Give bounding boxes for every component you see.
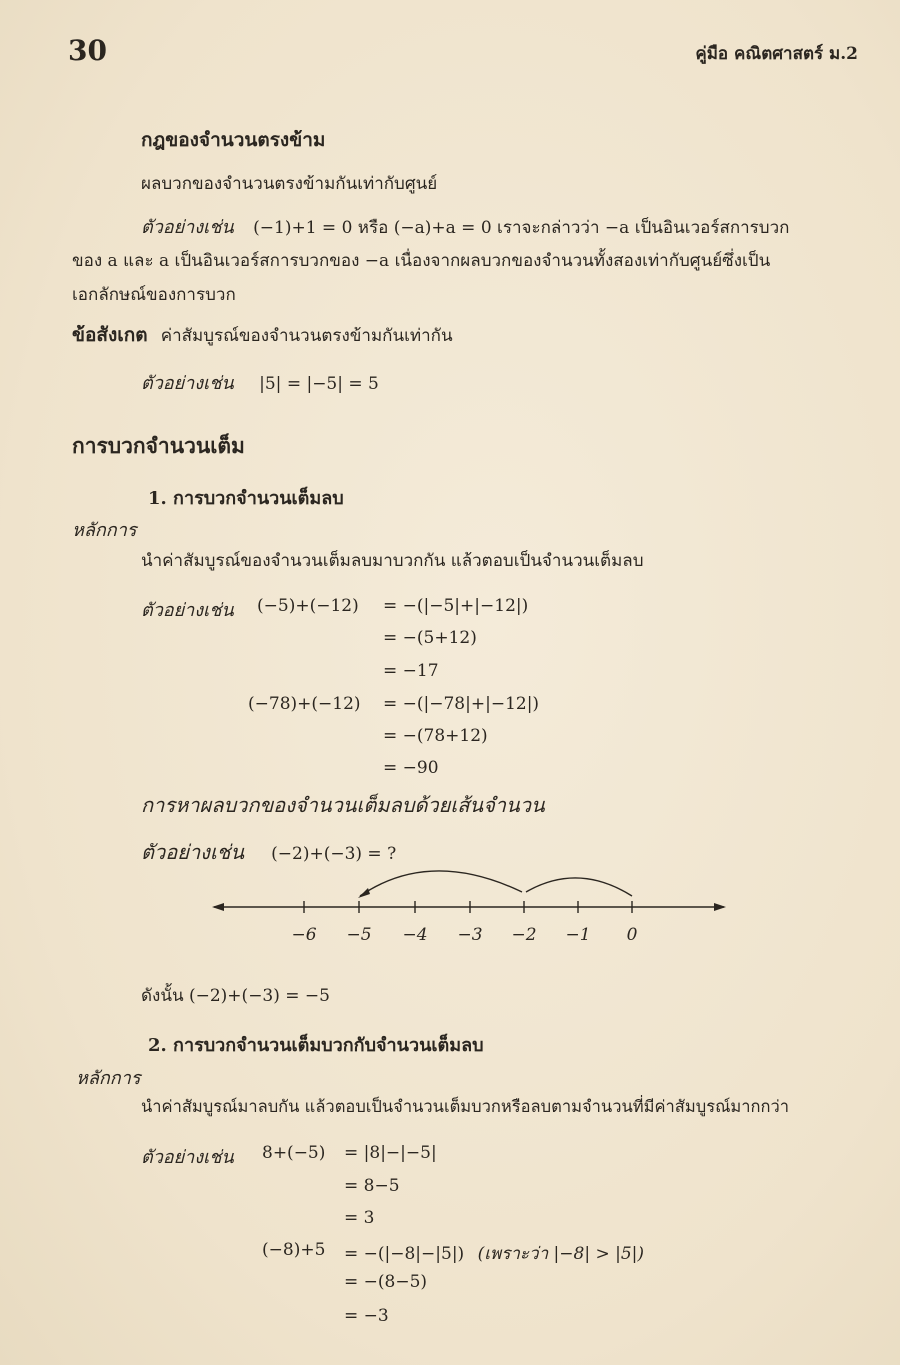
note-label: ข้อสังเกต	[72, 324, 148, 346]
equation-lhs: (−78)+(−12)	[248, 694, 361, 714]
equation-step: = 3	[344, 1208, 375, 1228]
opposite-rule-example-line3: เอกลักษณ์ของการบวก	[72, 285, 236, 305]
jump-arc-1	[526, 878, 632, 896]
equation-lhs: (−5)+(−12)	[257, 596, 359, 616]
equation-step: = −3	[344, 1306, 389, 1326]
equation-step: = 8−5	[344, 1176, 400, 1196]
equation-lhs: (−8)+5	[262, 1240, 326, 1260]
subsection-2-title: 2. การบวกจำนวนเต็มบวกกับจำนวนเต็มลบ	[148, 1035, 484, 1056]
arrow-head-icon	[358, 888, 370, 898]
principle-label: หลักการ	[76, 1068, 141, 1089]
example-expression: |5| = |−5| = 5	[259, 374, 379, 394]
numberline-heading: การหาผลบวกของจำนวนเต็มลบด้วยเส้นจำนวน	[141, 793, 545, 817]
equation-step: = −(8−5)	[344, 1272, 428, 1292]
subsection-1-title: 1. การบวกจำนวนเต็มลบ	[148, 488, 344, 509]
number-line-tick-label: −1	[565, 925, 591, 945]
equation-step: = |8|−|−5|	[344, 1143, 437, 1163]
example-expression: (−1)+1 = 0 หรือ (−a)+a = 0 เราจะกล่าวว่า −a เป็นอินเวอร์สการบวก	[253, 218, 790, 238]
number-line-tick-label: −4	[402, 925, 428, 945]
opposite-rule-heading: กฎของจำนวนตรงข้าม	[141, 129, 326, 151]
equation-step-text: = −(|−8|−|5|)	[344, 1244, 465, 1264]
example-label: ตัวอย่างเช่น	[141, 1147, 234, 1168]
section-heading: การบวกจำนวนเต็ม	[72, 433, 245, 458]
number-line-tick-label: −3	[457, 925, 483, 945]
number-line-tick-label: −2	[511, 925, 537, 945]
equation-reason: (เพราะว่า |−8| > |5|)	[477, 1244, 645, 1264]
number-line-tick-label: 0	[626, 925, 638, 945]
example-label: ตัวอย่างเช่น	[141, 373, 234, 394]
right-arrow-icon	[714, 903, 726, 911]
number-line-tick-label: −6	[291, 925, 317, 945]
equation-step: = −(78+12)	[383, 726, 488, 746]
principle-text: นำค่าสัมบูรณ์ของจำนวนเต็มลบมาบวกกัน แล้วตอบเป็นจำนวนเต็มลบ	[141, 551, 644, 571]
opposite-rule-statement: ผลบวกของจำนวนตรงข้ามกันเท่ากับศูนย์	[141, 174, 438, 194]
equation-lhs: 8+(−5)	[262, 1143, 326, 1163]
equation-step	[344, 1240, 644, 1267]
principle-label: หลักการ	[72, 520, 137, 541]
page-number: 30	[68, 34, 107, 67]
number-line-tick-label: −5	[346, 925, 372, 945]
equation-step: = −17	[383, 661, 439, 681]
left-arrow-icon	[212, 903, 224, 911]
example-label: ตัวอย่างเช่น	[141, 217, 234, 238]
principle-text: นำค่าสัมบูรณ์มาลบกัน แล้วตอบเป็นจำนวนเต็มบวกหรือลบตามจำนวนที่มีค่าสัมบูรณ์มากกว่า	[141, 1097, 790, 1116]
jump-arc-2	[360, 871, 522, 896]
example-expression: (−2)+(−3) = ?	[271, 844, 397, 864]
example-label: ตัวอย่างเช่น	[141, 600, 234, 621]
equation-step: = −90	[383, 758, 439, 778]
numberline-conclusion: ดังนั้น (−2)+(−3) = −5	[141, 986, 330, 1006]
opposite-rule-example-line2: ของ a และ a เป็นอินเวอร์สการบวกของ −a เนื่องจากผลบวกของจำนวนทั้งสองเท่ากับศูนย์ซึ่งเป็น	[72, 251, 771, 271]
equation-step: = −(|−5|+|−12|)	[383, 596, 529, 616]
equation-step: = −(5+12)	[383, 628, 477, 648]
book-title: คู่มือ คณิตศาสตร์ ม.2	[695, 44, 858, 64]
equation-step: = −(|−78|+|−12|)	[383, 694, 540, 714]
note-text: ค่าสัมบูรณ์ของจำนวนตรงข้ามกันเท่ากัน	[160, 326, 453, 346]
example-label: ตัวอย่างเช่น	[141, 840, 245, 864]
